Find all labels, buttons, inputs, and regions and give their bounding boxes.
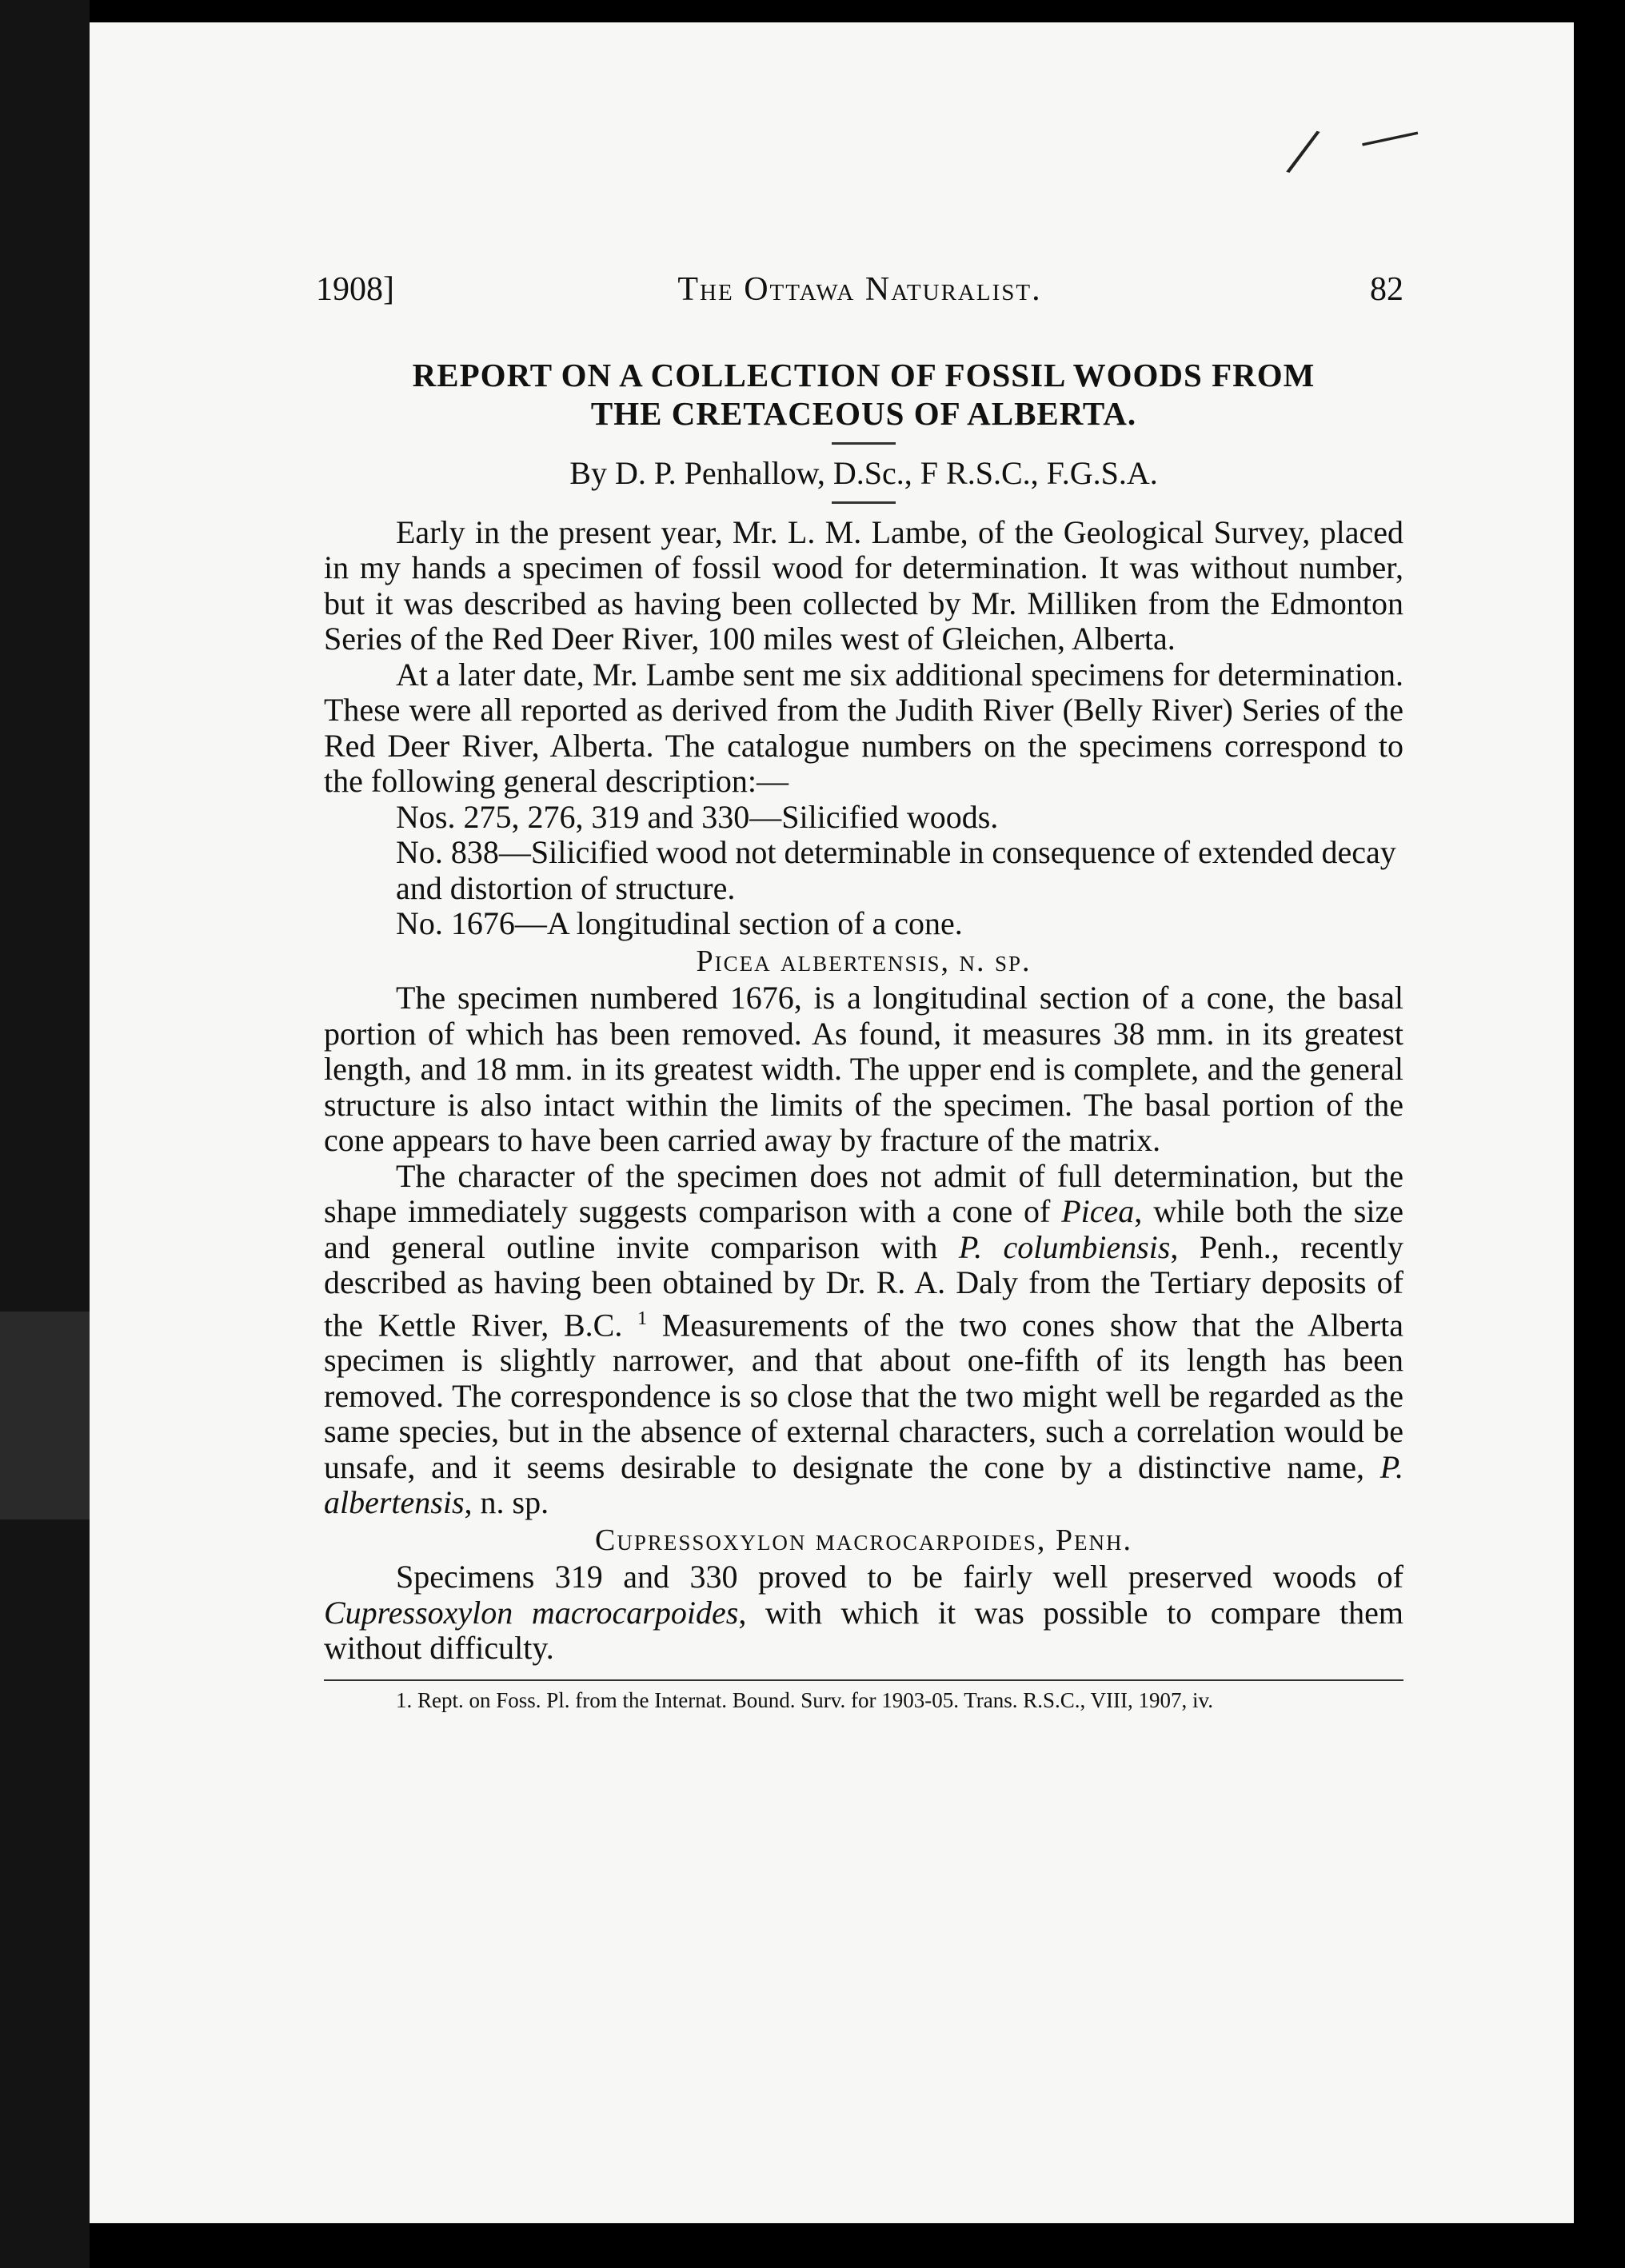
section-heading-picea: Picea albertensis, n. sp. xyxy=(696,944,1032,978)
paragraph-5 xyxy=(324,1559,1403,1667)
italic-taxon: Cupressoxylon macrocarpoides xyxy=(324,1594,739,1631)
paragraph-1: Early in the present year, Mr. L. M. Lambe, of the Geological Survey, placed in my hands a specimen of fossil wood for determination. It was without number, but it was described as having been collected by Mr. Milliken from the Edmonton Series of the Red Deer River, 100 miles west of Gleichen, Alberta. xyxy=(324,513,1403,657)
title-line-1: REPORT ON A COLLECTION OF FOSSIL WOODS FROM xyxy=(412,357,1316,393)
pencil-mark-slash: / xyxy=(1281,110,1325,193)
list-item: Nos. 275, 276, 319 and 330—Silicified woods. xyxy=(396,798,999,835)
italic-taxon: P. albertensis xyxy=(324,1448,1403,1521)
footnote-reference: 1 xyxy=(637,1308,648,1329)
pencil-mark-dash: — xyxy=(1355,98,1423,170)
header-year: 1908] xyxy=(316,271,394,308)
text-run: Specimens 319 and 330 proved to be fairly well preserved woods of xyxy=(396,1559,1403,1595)
text-run: , with which it was possible to compare them without difficulty. xyxy=(324,1594,1404,1667)
byline: By D. P. Penhallow, D.Sc., F R.S.C., F.G.S.A. xyxy=(569,455,1158,491)
header-journal-title: The Ottawa Naturalist. xyxy=(677,271,1042,308)
book-spine xyxy=(0,0,90,2268)
paragraph-3: The specimen numbered 1676, is a longitudinal section of a cone, the basal portion of which has been removed. As found, it measures 38 mm. in its greatest length, and 18 mm. in its greatest width. The upper end is complete, and the general structure is also intact within the limits of the specimen. The basal portion of the cone appears to have been carried away by fracture of the matrix. xyxy=(324,980,1403,1158)
title-rule xyxy=(832,442,896,445)
text-run: Measurements of the two cones show that the Alberta specimen is slightly narrower, and that about one-fifth of its length has been removed. The correspondence is so close that the two might well be regarded as the same species, but in the absence of external characters, such a correlation would be unsafe, and it seems desirable to designate the cone by a distinctive name, xyxy=(324,1306,1403,1485)
italic-taxon: P. columbiensis xyxy=(958,1228,1171,1265)
footnote: 1. Rept. on Foss. Pl. from the Internat. Bound. Surv. for 1903-05. Trans. R.S.C., VIII, 1907, iv. xyxy=(396,1687,1214,1712)
header-page-number: 82 xyxy=(1370,271,1403,308)
list-item: No. 1676—A longitudinal section of a cone. xyxy=(396,905,963,941)
paragraph-4 xyxy=(324,1159,1403,1521)
list-item: No. 838—Silicified wood not determinable in consequence of extended decay and distortion of structure. xyxy=(396,834,1396,906)
text-run: , Penh., recently described as having been obtained by Dr. R. A. Daly from the Tertiary deposits of the Kettle River, B.C. xyxy=(324,1228,1403,1343)
paragraph-2: At a later date, Mr. Lambe sent me six additional specimens for determination. These were all reported as derived from the Judith River (Belly River) Series of the Red Deer River, Alberta. The catalogue numbers on the specimens correspond to the following general description:— xyxy=(324,656,1403,799)
text-run: , n. sp. xyxy=(464,1484,549,1521)
section-heading-cupressoxylon: Cupressoxylon macrocarpoides, Penh. xyxy=(594,1523,1133,1557)
spine-torn-edge xyxy=(0,1312,90,1519)
text-run: The character of the specimen does not admit of full determination, but the shape immediately suggests comparison with a cone of xyxy=(324,1157,1403,1229)
byline-rule xyxy=(832,501,896,504)
running-header xyxy=(316,270,1403,326)
title-line-2: THE CRETACEOUS OF ALBERTA. xyxy=(590,395,1137,432)
text-run: , while both the size and general outline invite comparison with xyxy=(324,1193,1403,1265)
footnote-rule xyxy=(324,1679,1403,1681)
article-title xyxy=(324,356,1403,433)
italic-taxon: Picea xyxy=(1061,1193,1135,1229)
article-body xyxy=(324,356,1403,1713)
